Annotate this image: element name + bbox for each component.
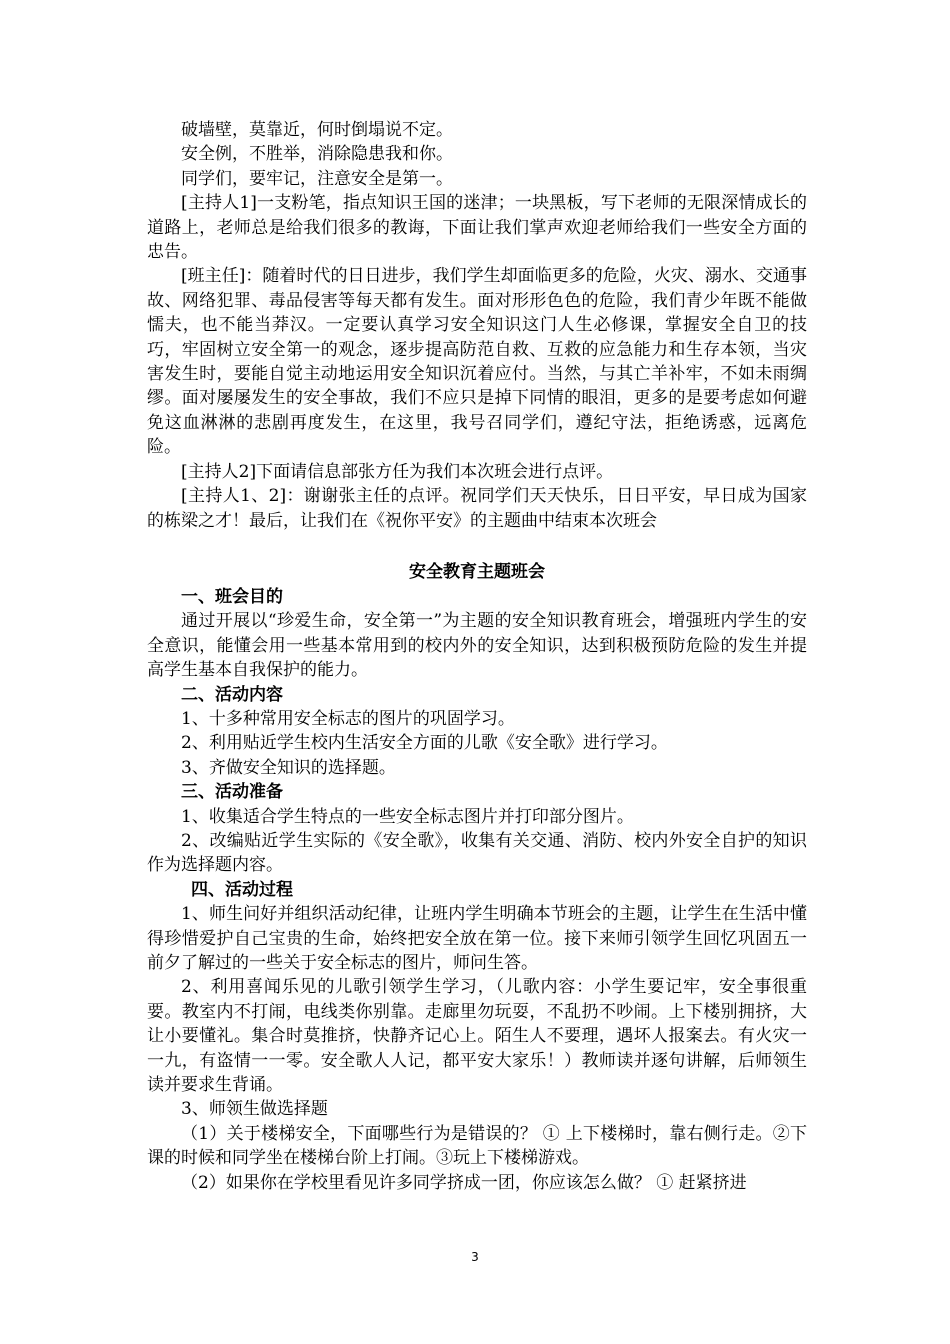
list-item-content-1: 1、十多种常用安全标志的图片的巩固学习。: [181, 708, 515, 729]
heading-content: 二、活动内容: [181, 684, 283, 705]
list-item-prep-1: 1、收集适合学生特点的一些安全标志图片并打印部分图片。: [181, 806, 634, 827]
paragraph-head-teacher: [班主任]：随着时代的日日进步，我们学生却面临更多的危险，火灾、溺水、交通事故、网络犯罪、毒品侵害等每天都有发生。面对形形色色的危险，我们青少年既不能做懦夫，也不能当莽汉。一定要认真学习安全知识这门人生必修课，掌握安全自卫的技巧，牢固树立安全第一的观念，逐步提高防范自救、互救的应急能力和生存本领，当灾害发生时，要能自觉主动地运用安全知识沉着应付。当然，与其亡羊补牢，不如未雨绸缪。面对屡屡发生的安全事故，我们不应只是掉下同情的眼泪，更多的是要考虑如何避免这血淋淋的悲剧再度发生，在这里，我号召同学们，遵纪守法，拒绝诱惑，远离危险。: [147, 266, 807, 458]
question-2: （2）如果你在学校里看见许多同学挤成一团，你应该怎么做？ ① 赶紧挤进: [181, 1172, 747, 1193]
heading-purpose: 一、班会目的: [181, 586, 283, 607]
section-title: 安全教育主题班会: [409, 561, 545, 582]
question-1: （1）关于楼梯安全，下面哪些行为是错误的？ ① 上下楼梯时，靠右侧行走。②下课的时候和同学坐在楼梯台阶上打闹。③玩上下楼梯游戏。: [147, 1123, 807, 1169]
page-number: 3: [471, 1250, 479, 1264]
paragraph-purpose: 通过开展以“珍爱生命，安全第一”为主题的安全知识教育班会，增强班内学生的安全意识，能懂会用一些基本常用到的校内外的安全知识，达到积极预防危险的发生并提高学生基本自我保护的能力。: [147, 611, 807, 681]
document-body: [147, 118, 807, 1195]
paragraph-host2: [主持人2]下面请信息部张方任为我们本次班会进行点评。: [181, 461, 614, 482]
list-item-content-3: 3、齐做安全知识的选择题。: [181, 757, 396, 778]
heading-process: 四、活动过程: [191, 879, 293, 900]
list-item-prep-2: 2、改编贴近学生实际的《安全歌》，收集有关交通、消防、校内外安全自护的知识作为选择题内容。: [147, 830, 807, 876]
list-item-content-2: 2、利用贴近学生校内生活安全方面的儿歌《安全歌》进行学习。: [181, 733, 668, 754]
paragraph-host1-2: [主持人1、2]：谢谢张主任的点评。祝同学们天天快乐，日日平安，早日成为国家的栋梁之才！最后，让我们在《祝你平安》的主题曲中结束本次班会: [147, 486, 807, 531]
list-item-process-2: 2、利用喜闻乐见的儿歌引领学生学习，（儿歌内容：小学生要记牢，安全事很重要。教室内不打闹，电线类你别靠。走廊里勿玩耍，不乱扔不吵闹。上下楼别拥挤，大让小要懂礼。集合时莫推挤，快静齐记心上。陌生人不要理，遇坏人报案去。有火灾一一九，有盗情一一零。安全歌人人记，都平安大家乐！）教师读并逐句讲解，后师领生读并要求生背诵。: [147, 977, 807, 1096]
paragraph-verse-3: 同学们，要牢记，注意安全是第一。: [181, 168, 453, 189]
heading-preparation: 三、活动准备: [181, 782, 283, 803]
list-item-process-3: 3、师领生做选择题: [181, 1099, 328, 1120]
paragraph-verse-2: 安全例，不胜举，消除隐患我和你。: [181, 144, 453, 165]
paragraph-host1: [主持人1]一支粉笔，指点知识王国的迷津；一块黑板，写下老师的无限深情成长的道路上，老师总是给我们很多的教诲，下面让我们掌声欢迎老师给我们一些安全方面的忠告。: [147, 193, 807, 263]
list-item-process-1: 1、师生问好并组织活动纪律，让班内学生明确本节班会的主题，让学生在生活中懂得珍惜爱护自己宝贵的生命，始终把安全放在第一位。接下来师引领学生回忆巩固五一前夕了解过的一些关于安全标志的图片，师问生答。: [147, 904, 807, 973]
paragraph-verse-1: 破墙壁，莫靠近，何时倒塌说不定。: [181, 120, 453, 140]
